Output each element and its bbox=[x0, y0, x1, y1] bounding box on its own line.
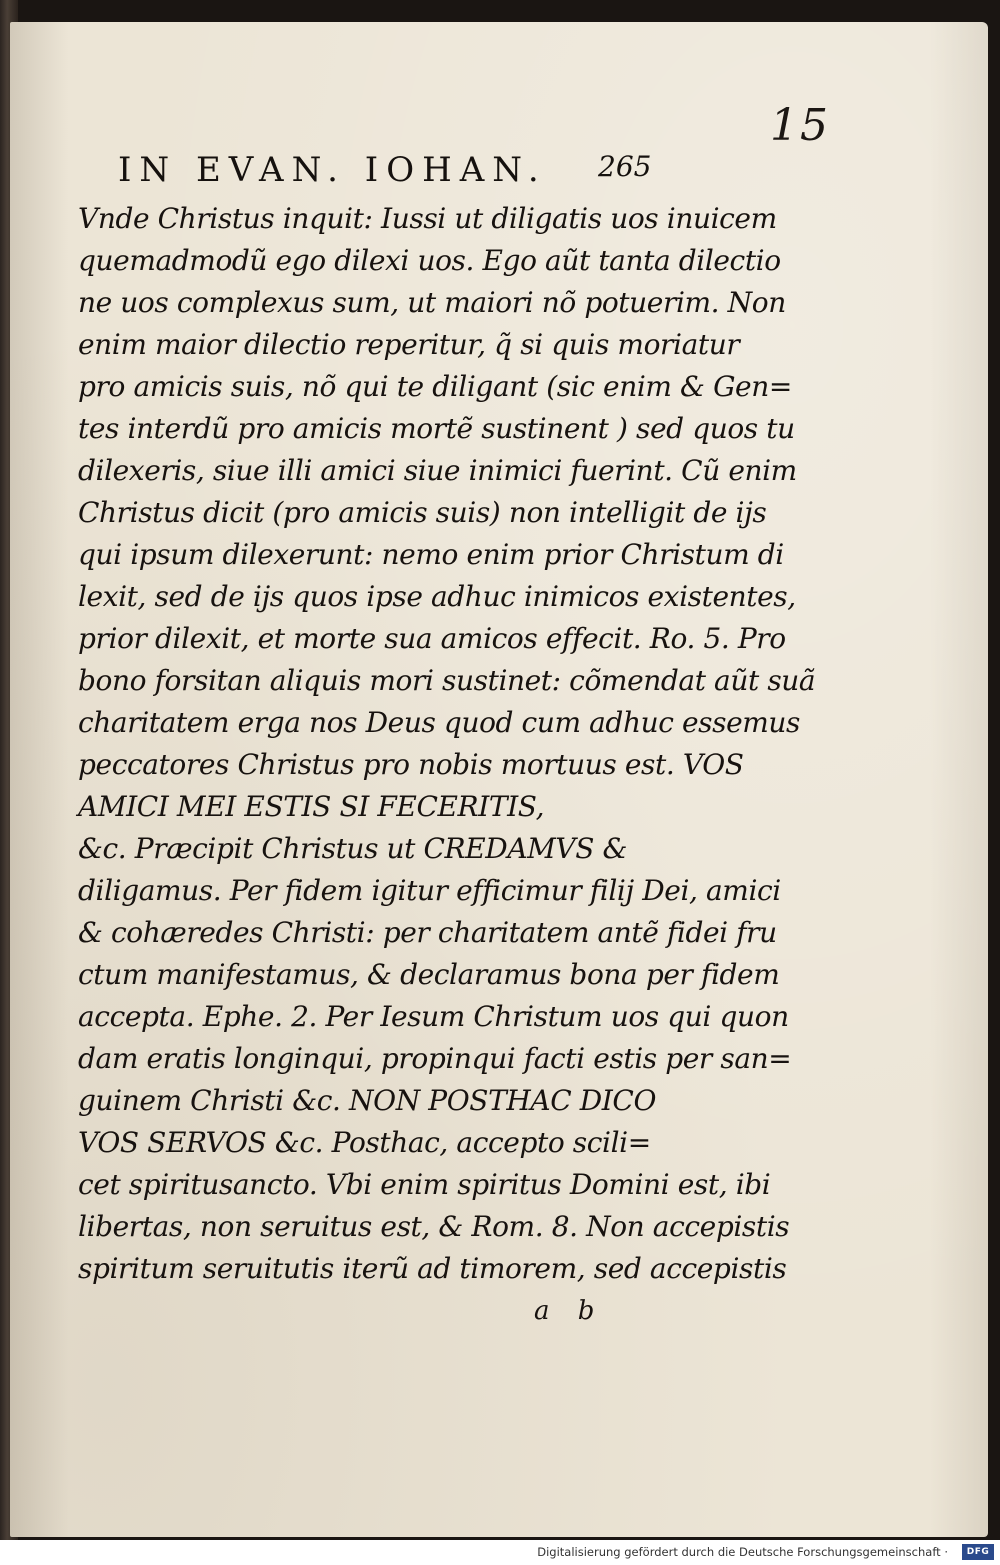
running-head: IN EVAN. IOHAN. bbox=[118, 150, 547, 190]
text-line: AMICI MEI ESTIS SI FECERITIS, bbox=[78, 790, 545, 823]
text-line: qui ipsum dilexerunt: nemo enim prior Christum di bbox=[78, 538, 784, 571]
text-line: libertas, non seruitus est, & Rom. 8. Non accepistis bbox=[78, 1210, 790, 1243]
text-line: dilexeris, siue illi amici siue inimici fuerint. Cũ enim bbox=[78, 454, 797, 487]
text-line: tes interdũ pro amicis mortẽ sustinent ) sed quos tu bbox=[78, 412, 795, 445]
dfg-logo: DFG bbox=[962, 1544, 994, 1560]
text-line: bono forsitan aliquis mori sustinet: cõmendat aũt suã bbox=[78, 664, 816, 697]
text-line: Vnde Christus inquit: Iussi ut diligatis uos inuicem bbox=[78, 202, 777, 235]
body-text bbox=[78, 198, 816, 1290]
text-line: cet spiritusancto. Vbi enim spiritus Domini est, ibi bbox=[78, 1168, 771, 1201]
text-line: ne uos complexus sum, ut maiori nõ potuerim. Non bbox=[78, 286, 786, 319]
text-line: diligamus. Per fidem igitur efficimur filij Dei, amici bbox=[78, 874, 781, 907]
text-line: pro amicis suis, nõ qui te diligant (sic enim & Gen= bbox=[78, 370, 792, 403]
signature-mark: a b bbox=[534, 1296, 605, 1326]
text-line: peccatores Christus pro nobis mortuus est. VOS bbox=[78, 748, 744, 781]
text-line: ctum manifestamus, & declaramus bona per fidem bbox=[78, 958, 780, 991]
text-line: VOS SERVOS &c. Posthac, accepto scili= bbox=[78, 1126, 651, 1159]
text-line: spiritum seruitutis iterũ ad timorem, sed accepistis bbox=[78, 1252, 787, 1285]
text-line: quemadmodũ ego dilexi uos. Ego aũt tanta dilectio bbox=[78, 244, 781, 277]
text-line: enim maior dilectio reperitur, q̃ si quis moriatur bbox=[78, 328, 740, 361]
handwritten-folio-note: 15 bbox=[770, 100, 830, 151]
text-line: accepta. Ephe. 2. Per Iesum Christum uos qui quon bbox=[78, 1000, 789, 1033]
text-line: guinem Christi &c. NON POSTHAC DICO bbox=[78, 1084, 657, 1117]
text-line: &c. Præcipit Christus ut CREDAMVS & bbox=[78, 832, 628, 865]
text-line: Christus dicit (pro amicis suis) non intelligit de ijs bbox=[78, 496, 767, 529]
text-line: prior dilexit, et morte sua amicos effecit. Ro. 5. Pro bbox=[78, 622, 786, 655]
text-line: dam eratis longinqui, propinqui facti estis per san= bbox=[78, 1042, 792, 1075]
text-line: charitatem erga nos Deus quod cum adhuc essemus bbox=[78, 706, 801, 739]
text-line: & cohæredes Christi: per charitatem antẽ fidei fru bbox=[78, 916, 777, 949]
funding-credit: Digitalisierung gefördert durch die Deutsche Forschungsgemeinschaft · bbox=[537, 1545, 948, 1559]
text-line: lexit, sed de ijs quos ipse adhuc inimicos existentes, bbox=[78, 580, 796, 613]
page-number: 265 bbox=[598, 150, 652, 183]
